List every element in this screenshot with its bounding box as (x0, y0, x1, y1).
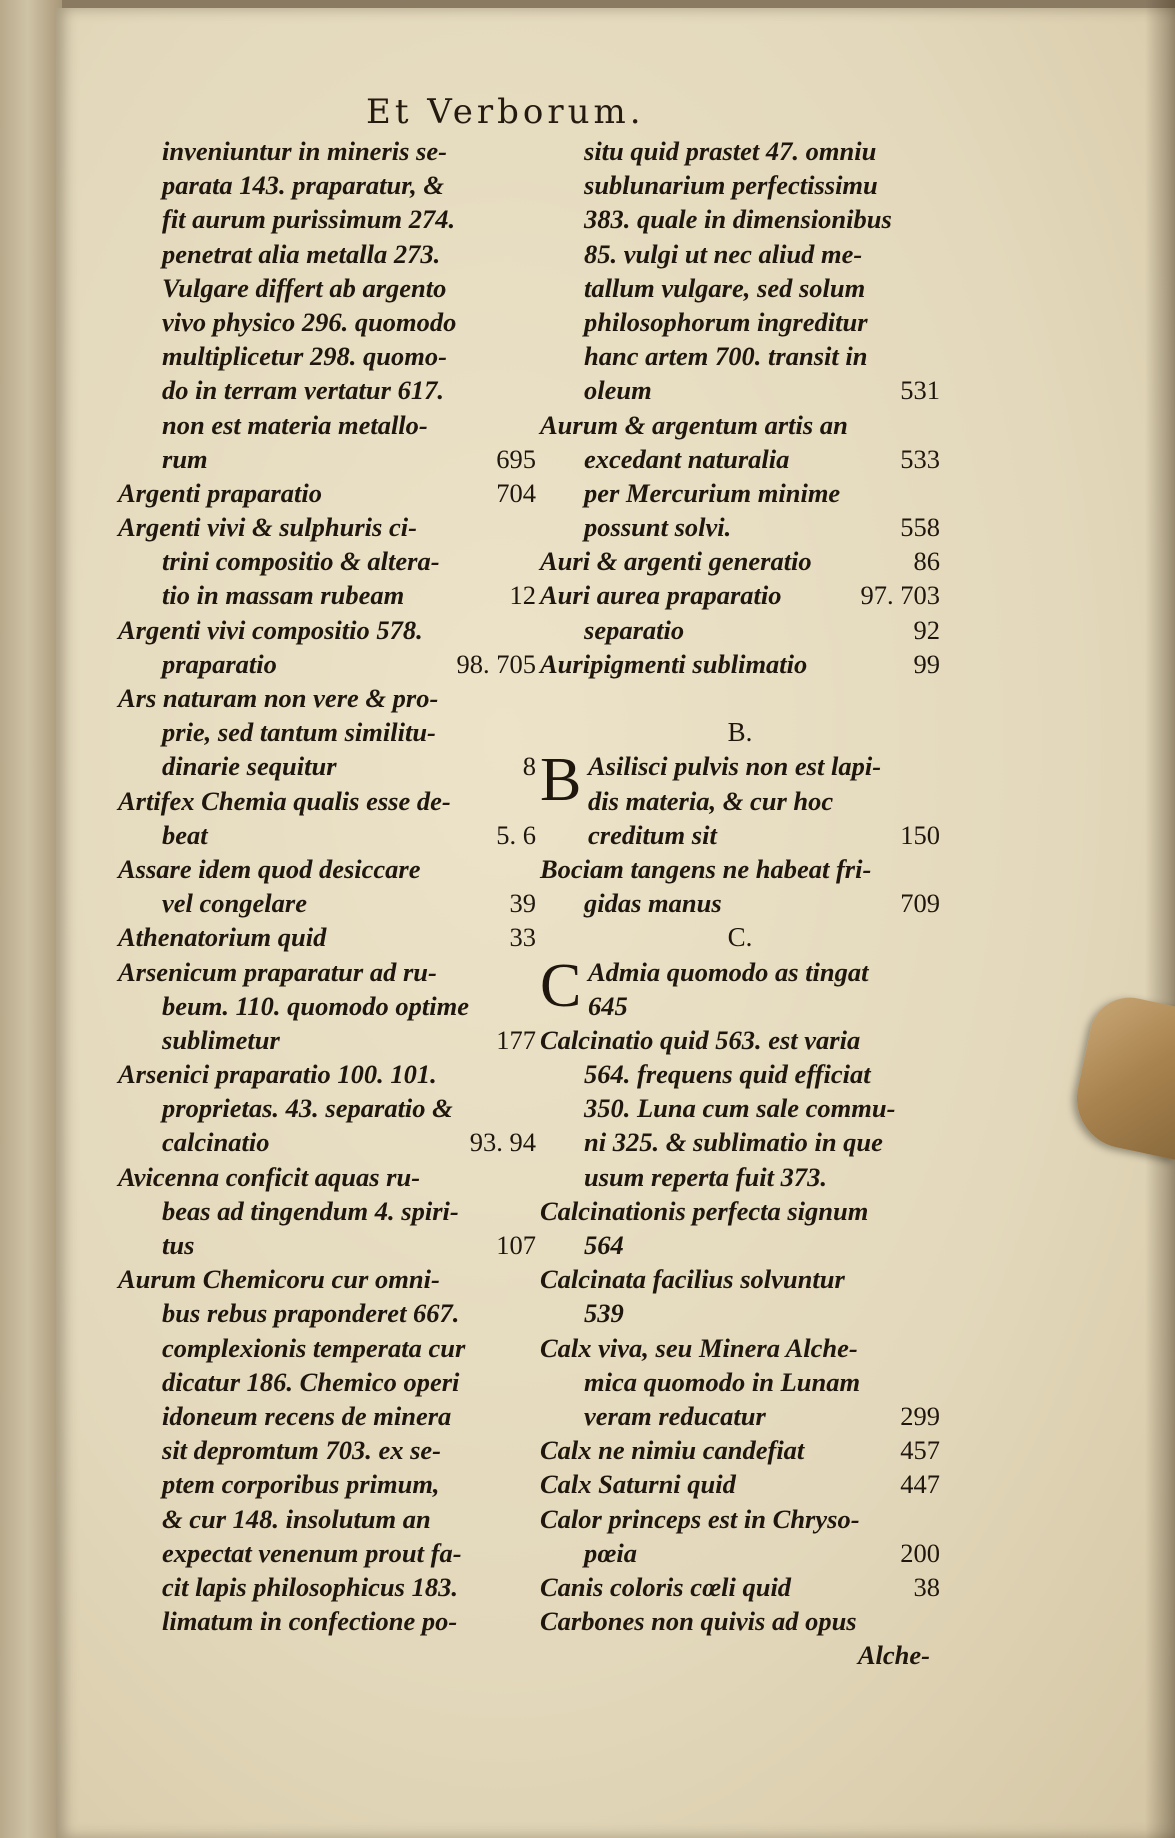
entry-text: philosophorum ingreditur (584, 306, 868, 337)
index-entry-line (540, 1160, 940, 1194)
index-entry-line (540, 1502, 940, 1536)
entry-text: Vulgare differt ab argento (162, 272, 447, 303)
entry-text: do in terram vertatur 617. (162, 375, 444, 406)
index-entry-line (118, 715, 536, 749)
entry-text: Calor princeps est in Chryso- (540, 1503, 860, 1534)
entry-text: Aurum & argentum artis an (540, 409, 848, 440)
entry-text: prie, sed tantum similitu- (162, 717, 436, 748)
index-entry-line (540, 1296, 940, 1330)
index-entry-line (540, 920, 940, 954)
index-entry-line (540, 1331, 940, 1365)
entry-text: sublunarium perfectissimu (584, 170, 878, 201)
page-reference: 107 (496, 1230, 536, 1260)
entry-text: 564. frequens quid efficiat (584, 1059, 871, 1090)
index-entry-line (540, 202, 940, 236)
entry-text: Auri & argenti generatio (540, 546, 812, 577)
index-entry-line (118, 647, 536, 681)
entry-text: & cur 148. insolutum an (162, 1503, 431, 1534)
index-entry-line (118, 1228, 536, 1262)
entry-text: 539 (584, 1298, 624, 1329)
entry-text: trini compositio & altera- (162, 546, 440, 577)
index-entry-line (118, 955, 536, 989)
entry-text: dinarie sequitur (162, 751, 337, 782)
entry-text: Asilisci pulvis non est lapi- (588, 751, 882, 782)
page-reference: 531 (900, 375, 940, 406)
entry-text: tus (162, 1230, 195, 1260)
page-reference: 200 (900, 1537, 940, 1568)
index-entry-line (118, 1160, 536, 1194)
index-entry-line (540, 1125, 940, 1159)
index-entry-line (540, 476, 940, 510)
index-entry-line (540, 818, 940, 852)
index-entry-line (540, 1057, 940, 1091)
entry-text: mica quomodo in Lunam (584, 1366, 861, 1397)
page-reference: 447 (900, 1469, 940, 1500)
index-entry-line (118, 1433, 536, 1467)
index-entry-line (118, 1194, 536, 1228)
entry-text: Canis coloris cœli quid (540, 1571, 792, 1602)
entry-text: praparatio (162, 648, 277, 679)
entry-text: non est materia metallo- (162, 409, 428, 440)
entry-text: idoneum recens de minera (162, 1400, 452, 1431)
entry-text: 564 (584, 1230, 624, 1260)
entry-text: tio in massam rubeam (162, 580, 405, 611)
entry-text: pœia (584, 1537, 637, 1568)
index-entry-line (118, 134, 536, 168)
index-entry-line (540, 1604, 940, 1638)
index-entry-line (540, 373, 940, 407)
index-entry-line (540, 613, 940, 647)
page-shadow (1145, 0, 1175, 1838)
entry-text: hanc artem 700. transit in (584, 341, 868, 372)
index-entry-line (540, 1399, 940, 1433)
entry-text: Ars naturam non vere & pro- (118, 683, 439, 713)
entry-text: proprietas. 43. separatio & (162, 1093, 453, 1124)
entry-text: Auri aurea praparatio (540, 580, 782, 611)
index-entry-line (118, 613, 536, 647)
index-entry-line (118, 544, 536, 578)
index-entry-line (540, 408, 940, 442)
index-entry-line (540, 1536, 940, 1570)
entry-text: parata 143. praparatur, & (162, 170, 444, 201)
entry-text: Athenatorium quid (118, 922, 327, 953)
entry-text: possunt solvi. (584, 512, 732, 543)
page-reference: 86 (913, 546, 940, 577)
index-entry-line (118, 1296, 536, 1330)
index-entry-line (118, 1399, 536, 1433)
entry-text: Arsenici praparatio 100. 101. (118, 1059, 437, 1090)
entry-text: veram reducatur (584, 1400, 766, 1431)
index-entry-line (118, 510, 536, 544)
index-entry-line (540, 134, 940, 168)
entry-text: separatio (584, 614, 685, 645)
entry-text: gidas manus (584, 888, 722, 919)
entry-text: dis materia, & cur hoc (588, 785, 834, 816)
entry-text: Calcinata facilius solvuntur (540, 1264, 845, 1295)
entry-text: B. (727, 717, 753, 748)
initial-letter: C (540, 951, 582, 1020)
running-header: Et Verborum. (366, 92, 645, 132)
entry-text: C. (727, 922, 753, 953)
index-entry-line (118, 305, 536, 339)
page-reference: 695 (496, 443, 536, 474)
entry-text: 645 (588, 990, 628, 1021)
entry-text: beas ad tingendum 4. spiri- (162, 1195, 459, 1226)
page-reference: 99 (913, 648, 940, 679)
index-entry-line (540, 715, 940, 749)
index-entry-line (118, 852, 536, 886)
page-reference: 5. 6 (496, 819, 536, 850)
entry-text: bus rebus praponderet 667. (162, 1298, 460, 1329)
page-reference: 150 (900, 819, 940, 850)
entry-text: Assare idem quod desiccare (118, 853, 421, 884)
index-entry-line (540, 886, 940, 920)
entry-text: multiplicetur 298. quomo- (162, 341, 447, 372)
entry-text: calcinatio (162, 1127, 270, 1158)
index-entry-line (540, 1570, 940, 1604)
index-entry-line (118, 1057, 536, 1091)
index-entry-line (540, 339, 940, 373)
page-reference: 558 (900, 512, 940, 543)
entry-text: Artifex Chemia qualis esse de- (118, 785, 451, 816)
entry-text: limatum in confectione po- (162, 1606, 458, 1637)
page-reference: 39 (509, 888, 536, 919)
index-entry-line (118, 476, 536, 510)
index-entry-line (118, 1502, 536, 1536)
index-entry-line (540, 852, 940, 886)
index-entry-line (540, 510, 940, 544)
index-entry-line (118, 1365, 536, 1399)
index-entry-line (118, 1331, 536, 1365)
index-entry-line (118, 373, 536, 407)
page-reference: 92 (913, 614, 940, 645)
entry-text: 383. quale in dimensionibus (584, 204, 892, 235)
entry-text: ni 325. & sublimatio in que (584, 1127, 883, 1158)
index-entry-line (540, 544, 940, 578)
index-entry-line (540, 168, 940, 202)
page-reference: 38 (913, 1571, 940, 1602)
index-entry-line (118, 1091, 536, 1125)
index-entry-line (540, 442, 940, 476)
page-reference: 177 (496, 1024, 536, 1055)
entry-text: per Mercurium minime (584, 477, 841, 508)
entry-text: Alche- (857, 1640, 930, 1671)
index-entry-line (118, 237, 536, 271)
entry-text: beum. 110. quomodo optime (162, 990, 469, 1021)
index-entry-line (118, 1604, 536, 1638)
index-entry-line (118, 1467, 536, 1501)
index-entry-line (540, 578, 940, 612)
entry-text: oleum (584, 375, 652, 406)
entry-text: Avicenna conficit aquas ru- (118, 1161, 421, 1192)
entry-text: Argenti vivi compositio 578. (118, 614, 423, 645)
entry-text: Auripigmenti sublimatio (540, 648, 808, 679)
index-entry-line (118, 681, 536, 715)
index-entry-line (118, 578, 536, 612)
page-reference: 533 (900, 443, 940, 474)
entry-text: Admia quomodo as tingat (588, 956, 869, 987)
entry-text: vivo physico 296. quomodo (162, 306, 457, 337)
index-entry-line (118, 1023, 536, 1057)
entry-text: creditum sit (588, 819, 717, 850)
index-entry-line (540, 1467, 940, 1501)
index-entry-line (118, 442, 536, 476)
entry-text: Bociam tangens ne habeat fri- (540, 853, 872, 884)
entry-text: usum reperta fuit 373. (584, 1161, 827, 1192)
entry-text: Argenti praparatio (118, 477, 322, 508)
page-reference: 457 (900, 1435, 940, 1466)
index-entry-line (118, 1262, 536, 1296)
entry-text: 85. vulgi ut nec aliud me- (584, 238, 863, 269)
page-reference: 709 (900, 888, 940, 919)
entry-text: 350. Luna cum sale commu- (584, 1093, 896, 1124)
index-entry-line (118, 1125, 536, 1159)
page-reference: 12 (509, 580, 536, 611)
index-entry-line (118, 784, 536, 818)
entry-text: sit depromtum 703. ex se- (162, 1435, 441, 1466)
entry-text: cit lapis philosophicus 183. (162, 1571, 458, 1602)
page-reference: 8 (522, 751, 536, 782)
index-entry-line (118, 920, 536, 954)
index-entry-line (118, 202, 536, 236)
entry-text: Aurum Chemicoru cur omni- (118, 1264, 440, 1295)
entry-text: Calx Saturni quid (540, 1469, 736, 1500)
index-entry-line (540, 1228, 940, 1262)
entry-text: Arsenicum praparatur ad ru- (118, 956, 437, 987)
page-reference: 93. 94 (469, 1127, 536, 1158)
index-entry-line (540, 237, 940, 271)
facing-page-edge (0, 0, 62, 1838)
index-entry-line (118, 886, 536, 920)
index-entry-line (118, 339, 536, 373)
index-entry-line (540, 1023, 940, 1057)
entry-text: Argenti vivi & sulphuris ci- (118, 512, 417, 543)
entry-text: situ quid prastet 47. omniu (584, 136, 877, 166)
index-entry-line (118, 168, 536, 202)
index-entry-line (118, 989, 536, 1023)
page-reference: 299 (900, 1400, 940, 1431)
index-entry-line (540, 1091, 940, 1125)
index-entry-line (540, 271, 940, 305)
index-entry-line (118, 749, 536, 783)
index-entry-line (540, 989, 940, 1023)
entry-text: inveniuntur in mineris se- (162, 136, 447, 166)
entry-text: Calx ne nimiu candefiat (540, 1435, 805, 1466)
entry-text: Calcinationis perfecta signum (540, 1195, 869, 1226)
index-entry-line (540, 784, 940, 818)
page-reference: 704 (496, 477, 536, 508)
index-entry-line (118, 1536, 536, 1570)
entry-text: dicatur 186. Chemico operi (162, 1366, 460, 1397)
page-reference: 98. 705 (456, 648, 536, 679)
entry-text: excedant naturalia (584, 443, 790, 474)
entry-text: Calcinatio quid 563. est varia (540, 1024, 861, 1055)
index-entry-line (540, 647, 940, 681)
entry-text: ptem corporibus primum, (162, 1469, 440, 1500)
entry-text: rum (162, 443, 208, 474)
entry-text: tallum vulgare, sed solum (584, 272, 866, 303)
entry-text: penetrat alia metalla 273. (162, 238, 441, 269)
index-entry-line (540, 681, 940, 715)
entry-text: fit aurum purissimum 274. (162, 204, 456, 235)
index-entry-line (118, 271, 536, 305)
index-entry-line (118, 1570, 536, 1604)
entry-text: Calx viva, seu Minera Alche- (540, 1332, 858, 1363)
entry-text: vel congelare (162, 888, 307, 919)
index-entry-line (118, 818, 536, 852)
index-entry-line (540, 1365, 940, 1399)
initial-letter: B (540, 746, 582, 815)
entry-text: sublimetur (162, 1024, 280, 1055)
index-entry-line (540, 1433, 940, 1467)
index-column-left (118, 134, 536, 1638)
index-entry-line (540, 305, 940, 339)
page-reference: 33 (509, 922, 536, 953)
index-entry-line (540, 1194, 940, 1228)
index-column-right (540, 134, 940, 1672)
entry-text: complexionis temperata cur (162, 1332, 466, 1363)
entry-text: Carbones non quivis ad opus (540, 1606, 857, 1637)
index-entry-line (118, 408, 536, 442)
entry-text: beat (162, 819, 208, 850)
page-reference: 97. 703 (860, 580, 940, 611)
index-entry-line (540, 1262, 940, 1296)
entry-text: expectat venenum prout fa- (162, 1537, 462, 1568)
index-entry-line (540, 1638, 940, 1672)
